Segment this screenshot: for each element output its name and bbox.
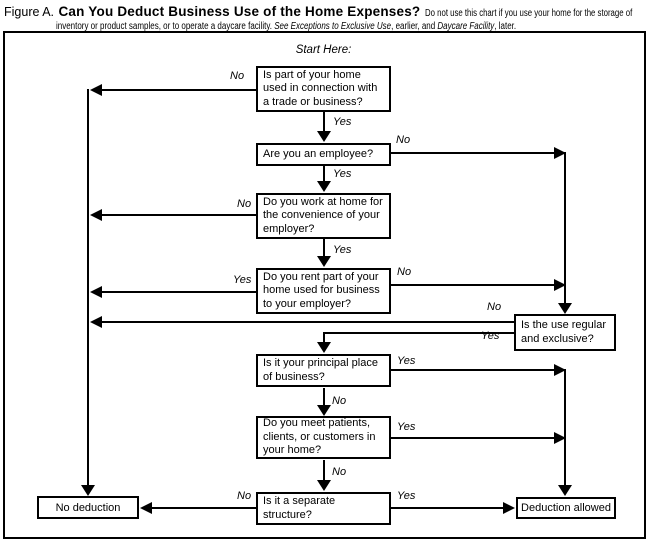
label-q2-yes: Yes	[333, 168, 352, 180]
edge-q6-no	[317, 460, 331, 491]
edge-q6-yes	[391, 432, 566, 444]
label-q7-yes: Yes	[397, 490, 416, 502]
label-q1-yes: Yes	[333, 116, 352, 128]
terminal-text: No deduction	[55, 501, 121, 514]
question-text: Is it a separate structure?	[263, 495, 336, 521]
edge-q2-yes	[317, 166, 331, 192]
edge-q7-no	[140, 502, 256, 514]
note-reference-exclusive-use: See Exceptions to Exclusive Use	[274, 21, 392, 32]
question-box-home-trade-business	[256, 66, 391, 112]
start-here-label: Start Here:	[295, 44, 352, 56]
edge-q3-yes	[317, 239, 331, 267]
note-reference-daycare-facility: Daycare Facility	[437, 21, 495, 32]
edge-right-spine-upper	[558, 152, 572, 314]
label-q1-no: No	[230, 70, 245, 82]
label-q3-no: No	[237, 198, 252, 210]
figure-heading: Can You Deduct Business Use of the Home Expenses?	[58, 4, 421, 19]
edge-q1-no	[90, 84, 256, 96]
figure-note-line1: Do not use this chart if you use your home for the storage of	[424, 8, 633, 19]
question-text: Do you work at home for the convenience of your employer?	[263, 195, 383, 235]
question-text: Are you an employee?	[263, 147, 374, 160]
label-q6-no: No	[332, 466, 347, 478]
edge-q2-no	[391, 147, 566, 159]
terminal-text: Deduction allowed	[521, 502, 611, 514]
note-text: , later.	[494, 21, 517, 32]
label-q5-yes: Yes	[397, 355, 416, 367]
figure-title-line2	[56, 16, 631, 34]
label-regex-no: No	[487, 301, 502, 313]
edge-q5-yes	[391, 364, 566, 376]
label-q3-yes: Yes	[333, 244, 352, 256]
question-text: Is the use regular and exclusive?	[521, 319, 606, 345]
question-box-employee	[256, 143, 391, 166]
edge-regex-no	[90, 316, 514, 328]
label-regex-yes: Yes	[481, 330, 500, 342]
question-box-regular-and-exclusive	[514, 314, 616, 351]
edge-q5-no	[317, 388, 331, 416]
question-text: Is it your principal place of business?	[263, 357, 378, 383]
question-text: Do you meet patients, clients, or customers in your home?	[263, 417, 376, 457]
edge-right-spine-lower	[558, 369, 572, 496]
terminal-box-no-deduction	[37, 496, 139, 519]
label-q5-no: No	[332, 395, 347, 407]
question-text: Is part of your home used in connection with a trade or business?	[263, 68, 378, 108]
label-q4-no: No	[397, 266, 412, 278]
question-box-separate-structure	[256, 492, 391, 525]
edge-q4-no	[391, 279, 566, 291]
label-q6-yes: Yes	[397, 421, 416, 433]
label-q7-no: No	[237, 490, 252, 502]
edge-q1-yes	[317, 112, 331, 142]
figure-note-line2	[56, 21, 516, 32]
question-box-rent-to-employer	[256, 268, 391, 314]
edge-q3-no	[90, 209, 256, 221]
terminal-box-deduction-allowed	[516, 497, 616, 519]
edge-q7-yes	[391, 502, 515, 514]
question-text: Do you rent part of your home used for business to your employer?	[263, 270, 380, 310]
question-box-meet-patients	[256, 416, 391, 459]
question-box-convenience-of-employer	[256, 193, 391, 239]
label-q2-no: No	[396, 134, 411, 146]
note-text: , earlier, and	[391, 21, 438, 32]
figure-label: Figure A.	[4, 5, 55, 19]
edge-q4-yes	[90, 286, 256, 298]
note-text: inventory or product samples, or to operate a daycare facility.	[56, 21, 275, 32]
label-q4-yes: Yes	[233, 274, 252, 286]
question-box-principal-place	[256, 354, 391, 387]
